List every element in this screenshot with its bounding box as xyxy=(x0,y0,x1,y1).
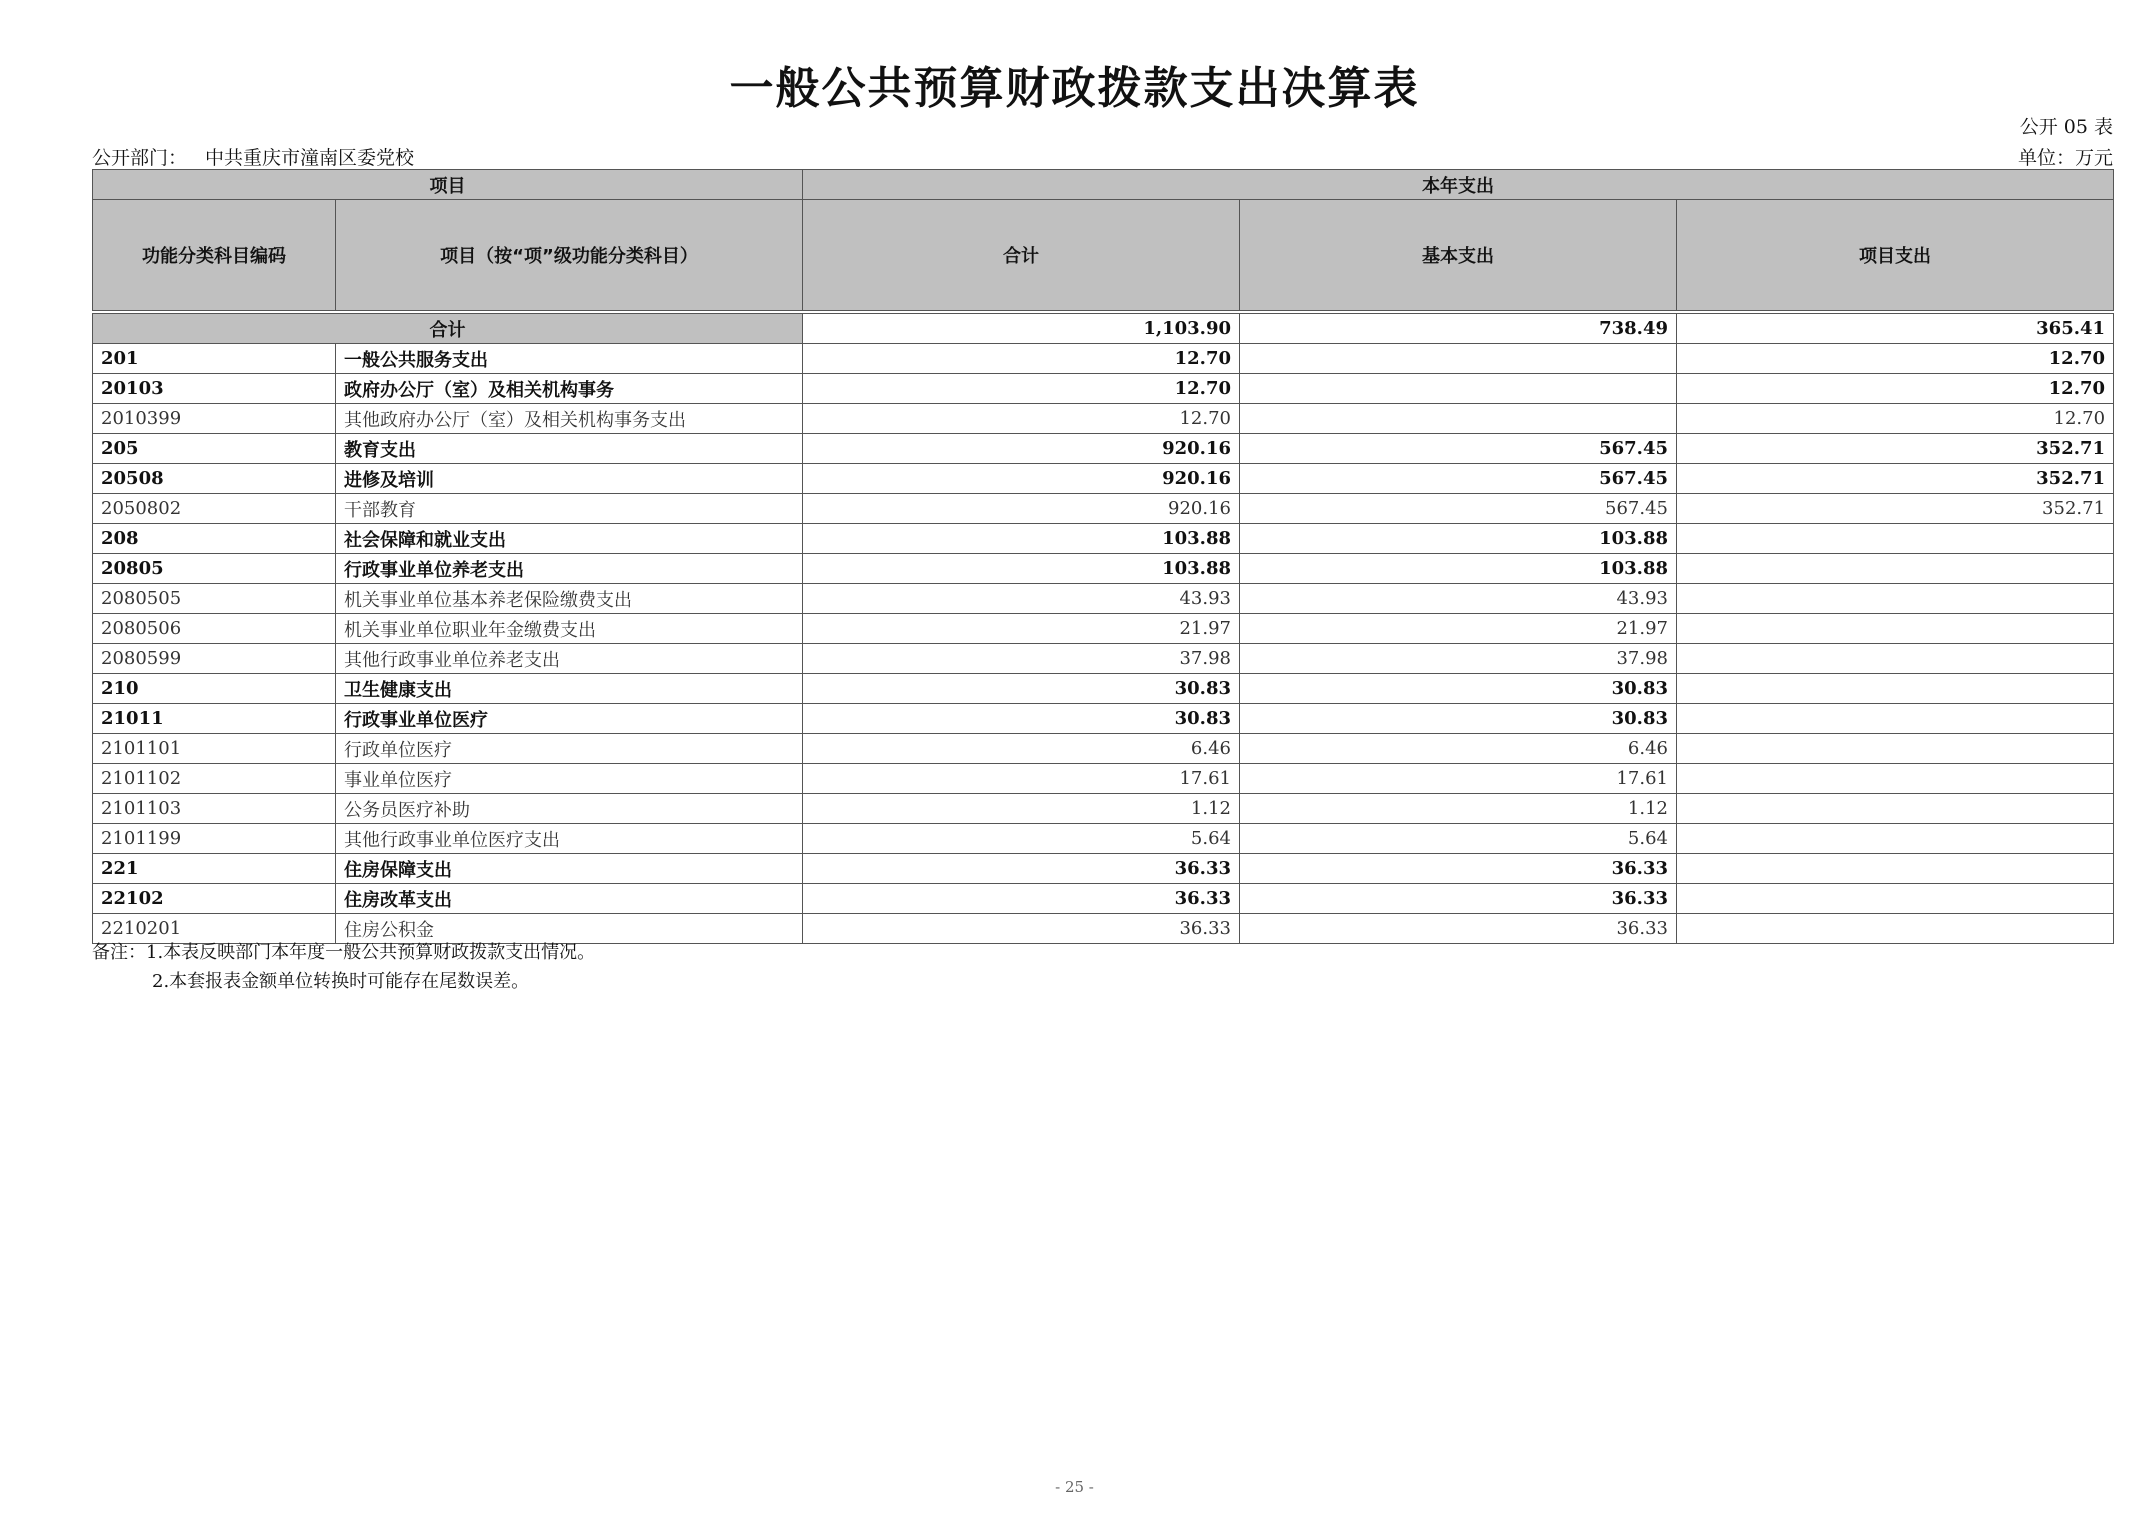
row-project: 352.71 xyxy=(1677,494,2114,524)
row-code: 2101102 xyxy=(93,764,336,794)
row-code: 201 xyxy=(93,344,336,374)
row-name: 行政事业单位养老支出 xyxy=(336,554,803,584)
row-total: 103.88 xyxy=(803,554,1240,584)
notes xyxy=(92,938,595,996)
budget-table xyxy=(92,169,2114,944)
row-code: 2101101 xyxy=(93,734,336,764)
row-project xyxy=(1677,554,2114,584)
row-name: 公务员医疗补助 xyxy=(336,794,803,824)
row-basic: 43.93 xyxy=(1240,584,1677,614)
row-name: 其他政府办公厅（室）及相关机构事务支出 xyxy=(336,404,803,434)
row-total: 1.12 xyxy=(803,794,1240,824)
table-row xyxy=(93,434,2114,464)
table-row xyxy=(93,524,2114,554)
table-row xyxy=(93,734,2114,764)
row-total: 30.83 xyxy=(803,704,1240,734)
row-code: 22102 xyxy=(93,884,336,914)
row-project xyxy=(1677,704,2114,734)
table-row xyxy=(93,584,2114,614)
row-name: 一般公共服务支出 xyxy=(336,344,803,374)
row-project xyxy=(1677,824,2114,854)
row-name: 住房公积金 xyxy=(336,914,803,944)
row-basic: 30.83 xyxy=(1240,704,1677,734)
row-total: 17.61 xyxy=(803,764,1240,794)
row-project xyxy=(1677,524,2114,554)
header-project: 项目支出 xyxy=(1677,200,2114,311)
row-total: 21.97 xyxy=(803,614,1240,644)
row-name: 事业单位医疗 xyxy=(336,764,803,794)
header-basic: 基本支出 xyxy=(1240,200,1677,311)
row-project xyxy=(1677,644,2114,674)
unit-label: 单位：万元 xyxy=(2017,147,2113,169)
table-row xyxy=(93,764,2114,794)
row-basic: 37.98 xyxy=(1240,644,1677,674)
row-code: 2210201 xyxy=(93,914,336,944)
row-basic: 567.45 xyxy=(1240,464,1677,494)
department-value: 中共重庆市潼南区委党校 xyxy=(205,147,415,169)
row-total: 36.33 xyxy=(803,914,1240,944)
row-project xyxy=(1677,854,2114,884)
header-column-row xyxy=(93,200,2114,311)
note-line-2: 2.本套报表金额单位转换时可能存在尾数误差。 xyxy=(152,971,530,992)
row-project: 12.70 xyxy=(1677,404,2114,434)
row-total: 5.64 xyxy=(803,824,1240,854)
page-number: - 25 - xyxy=(1055,1478,1094,1496)
row-code: 2080505 xyxy=(93,584,336,614)
row-basic: 36.33 xyxy=(1240,914,1677,944)
row-name: 社会保障和就业支出 xyxy=(336,524,803,554)
table-row xyxy=(93,404,2114,434)
row-name: 教育支出 xyxy=(336,434,803,464)
total-basic: 738.49 xyxy=(1240,314,1677,344)
header-project-group: 项目 xyxy=(93,170,803,200)
row-basic: 567.45 xyxy=(1240,494,1677,524)
row-total: 920.16 xyxy=(803,434,1240,464)
row-name: 政府办公厅（室）及相关机构事务 xyxy=(336,374,803,404)
row-name: 行政单位医疗 xyxy=(336,734,803,764)
table-row xyxy=(93,644,2114,674)
row-name: 其他行政事业单位养老支出 xyxy=(336,644,803,674)
row-basic xyxy=(1240,404,1677,434)
table-row xyxy=(93,554,2114,584)
row-code: 21011 xyxy=(93,704,336,734)
row-basic: 36.33 xyxy=(1240,854,1677,884)
row-code: 2101103 xyxy=(93,794,336,824)
table-row xyxy=(93,824,2114,854)
row-basic: 17.61 xyxy=(1240,764,1677,794)
row-code: 2080506 xyxy=(93,614,336,644)
row-basic: 5.64 xyxy=(1240,824,1677,854)
row-project xyxy=(1677,914,2114,944)
row-total: 43.93 xyxy=(803,584,1240,614)
form-number: 公开 05 表 xyxy=(2019,116,2113,138)
row-total: 920.16 xyxy=(803,464,1240,494)
department-label: 公开部门： xyxy=(92,147,188,169)
row-total: 37.98 xyxy=(803,644,1240,674)
row-total: 6.46 xyxy=(803,734,1240,764)
table-row xyxy=(93,614,2114,644)
row-basic: 567.45 xyxy=(1240,434,1677,464)
table-row xyxy=(93,494,2114,524)
table-row xyxy=(93,464,2114,494)
note-line-1: 备注：1.本表反映部门本年度一般公共预算财政拨款支出情况。 xyxy=(92,942,596,963)
row-basic xyxy=(1240,344,1677,374)
table-row xyxy=(93,374,2114,404)
row-project xyxy=(1677,584,2114,614)
row-project: 352.71 xyxy=(1677,464,2114,494)
row-project: 12.70 xyxy=(1677,344,2114,374)
row-basic: 36.33 xyxy=(1240,884,1677,914)
table-row xyxy=(93,854,2114,884)
row-code: 221 xyxy=(93,854,336,884)
header-year-group: 本年支出 xyxy=(803,170,2114,200)
row-total: 12.70 xyxy=(803,404,1240,434)
department-line xyxy=(92,143,414,170)
row-total: 920.16 xyxy=(803,494,1240,524)
row-name: 住房改革支出 xyxy=(336,884,803,914)
row-name: 其他行政事业单位医疗支出 xyxy=(336,824,803,854)
row-code: 205 xyxy=(93,434,336,464)
row-code: 2101199 xyxy=(93,824,336,854)
table-row xyxy=(93,884,2114,914)
row-total: 30.83 xyxy=(803,674,1240,704)
row-project: 12.70 xyxy=(1677,374,2114,404)
row-name: 住房保障支出 xyxy=(336,854,803,884)
row-name: 机关事业单位基本养老保险缴费支出 xyxy=(336,584,803,614)
row-code: 210 xyxy=(93,674,336,704)
row-total: 12.70 xyxy=(803,344,1240,374)
row-basic: 1.12 xyxy=(1240,794,1677,824)
row-project xyxy=(1677,794,2114,824)
header-name: 项目（按“项”级功能分类科目） xyxy=(336,200,803,311)
row-project xyxy=(1677,764,2114,794)
row-basic: 6.46 xyxy=(1240,734,1677,764)
row-code: 2010399 xyxy=(93,404,336,434)
header-group-row xyxy=(93,170,2114,200)
row-name: 干部教育 xyxy=(336,494,803,524)
row-code: 2050802 xyxy=(93,494,336,524)
row-project xyxy=(1677,734,2114,764)
row-basic xyxy=(1240,374,1677,404)
row-total: 12.70 xyxy=(803,374,1240,404)
row-project xyxy=(1677,674,2114,704)
table-row xyxy=(93,704,2114,734)
row-code: 20508 xyxy=(93,464,336,494)
row-name: 卫生健康支出 xyxy=(336,674,803,704)
total-label: 合计 xyxy=(93,314,803,344)
row-code: 20805 xyxy=(93,554,336,584)
row-basic: 103.88 xyxy=(1240,554,1677,584)
document-title: 一般公共预算财政拨款支出决算表 xyxy=(729,63,1420,114)
row-code: 208 xyxy=(93,524,336,554)
row-total: 36.33 xyxy=(803,854,1240,884)
total-row xyxy=(93,314,2114,344)
row-basic: 30.83 xyxy=(1240,674,1677,704)
row-total: 36.33 xyxy=(803,884,1240,914)
row-project xyxy=(1677,614,2114,644)
table-row xyxy=(93,674,2114,704)
row-total: 103.88 xyxy=(803,524,1240,554)
table-row xyxy=(93,344,2114,374)
row-name: 进修及培训 xyxy=(336,464,803,494)
table-row xyxy=(93,794,2114,824)
row-name: 机关事业单位职业年金缴费支出 xyxy=(336,614,803,644)
row-name: 行政事业单位医疗 xyxy=(336,704,803,734)
header-total: 合计 xyxy=(803,200,1240,311)
row-project: 352.71 xyxy=(1677,434,2114,464)
header-code: 功能分类科目编码 xyxy=(93,200,336,311)
row-project xyxy=(1677,884,2114,914)
row-basic: 103.88 xyxy=(1240,524,1677,554)
row-code: 2080599 xyxy=(93,644,336,674)
row-basic: 21.97 xyxy=(1240,614,1677,644)
total-sum: 1,103.90 xyxy=(803,314,1240,344)
row-code: 20103 xyxy=(93,374,336,404)
total-project: 365.41 xyxy=(1677,314,2114,344)
